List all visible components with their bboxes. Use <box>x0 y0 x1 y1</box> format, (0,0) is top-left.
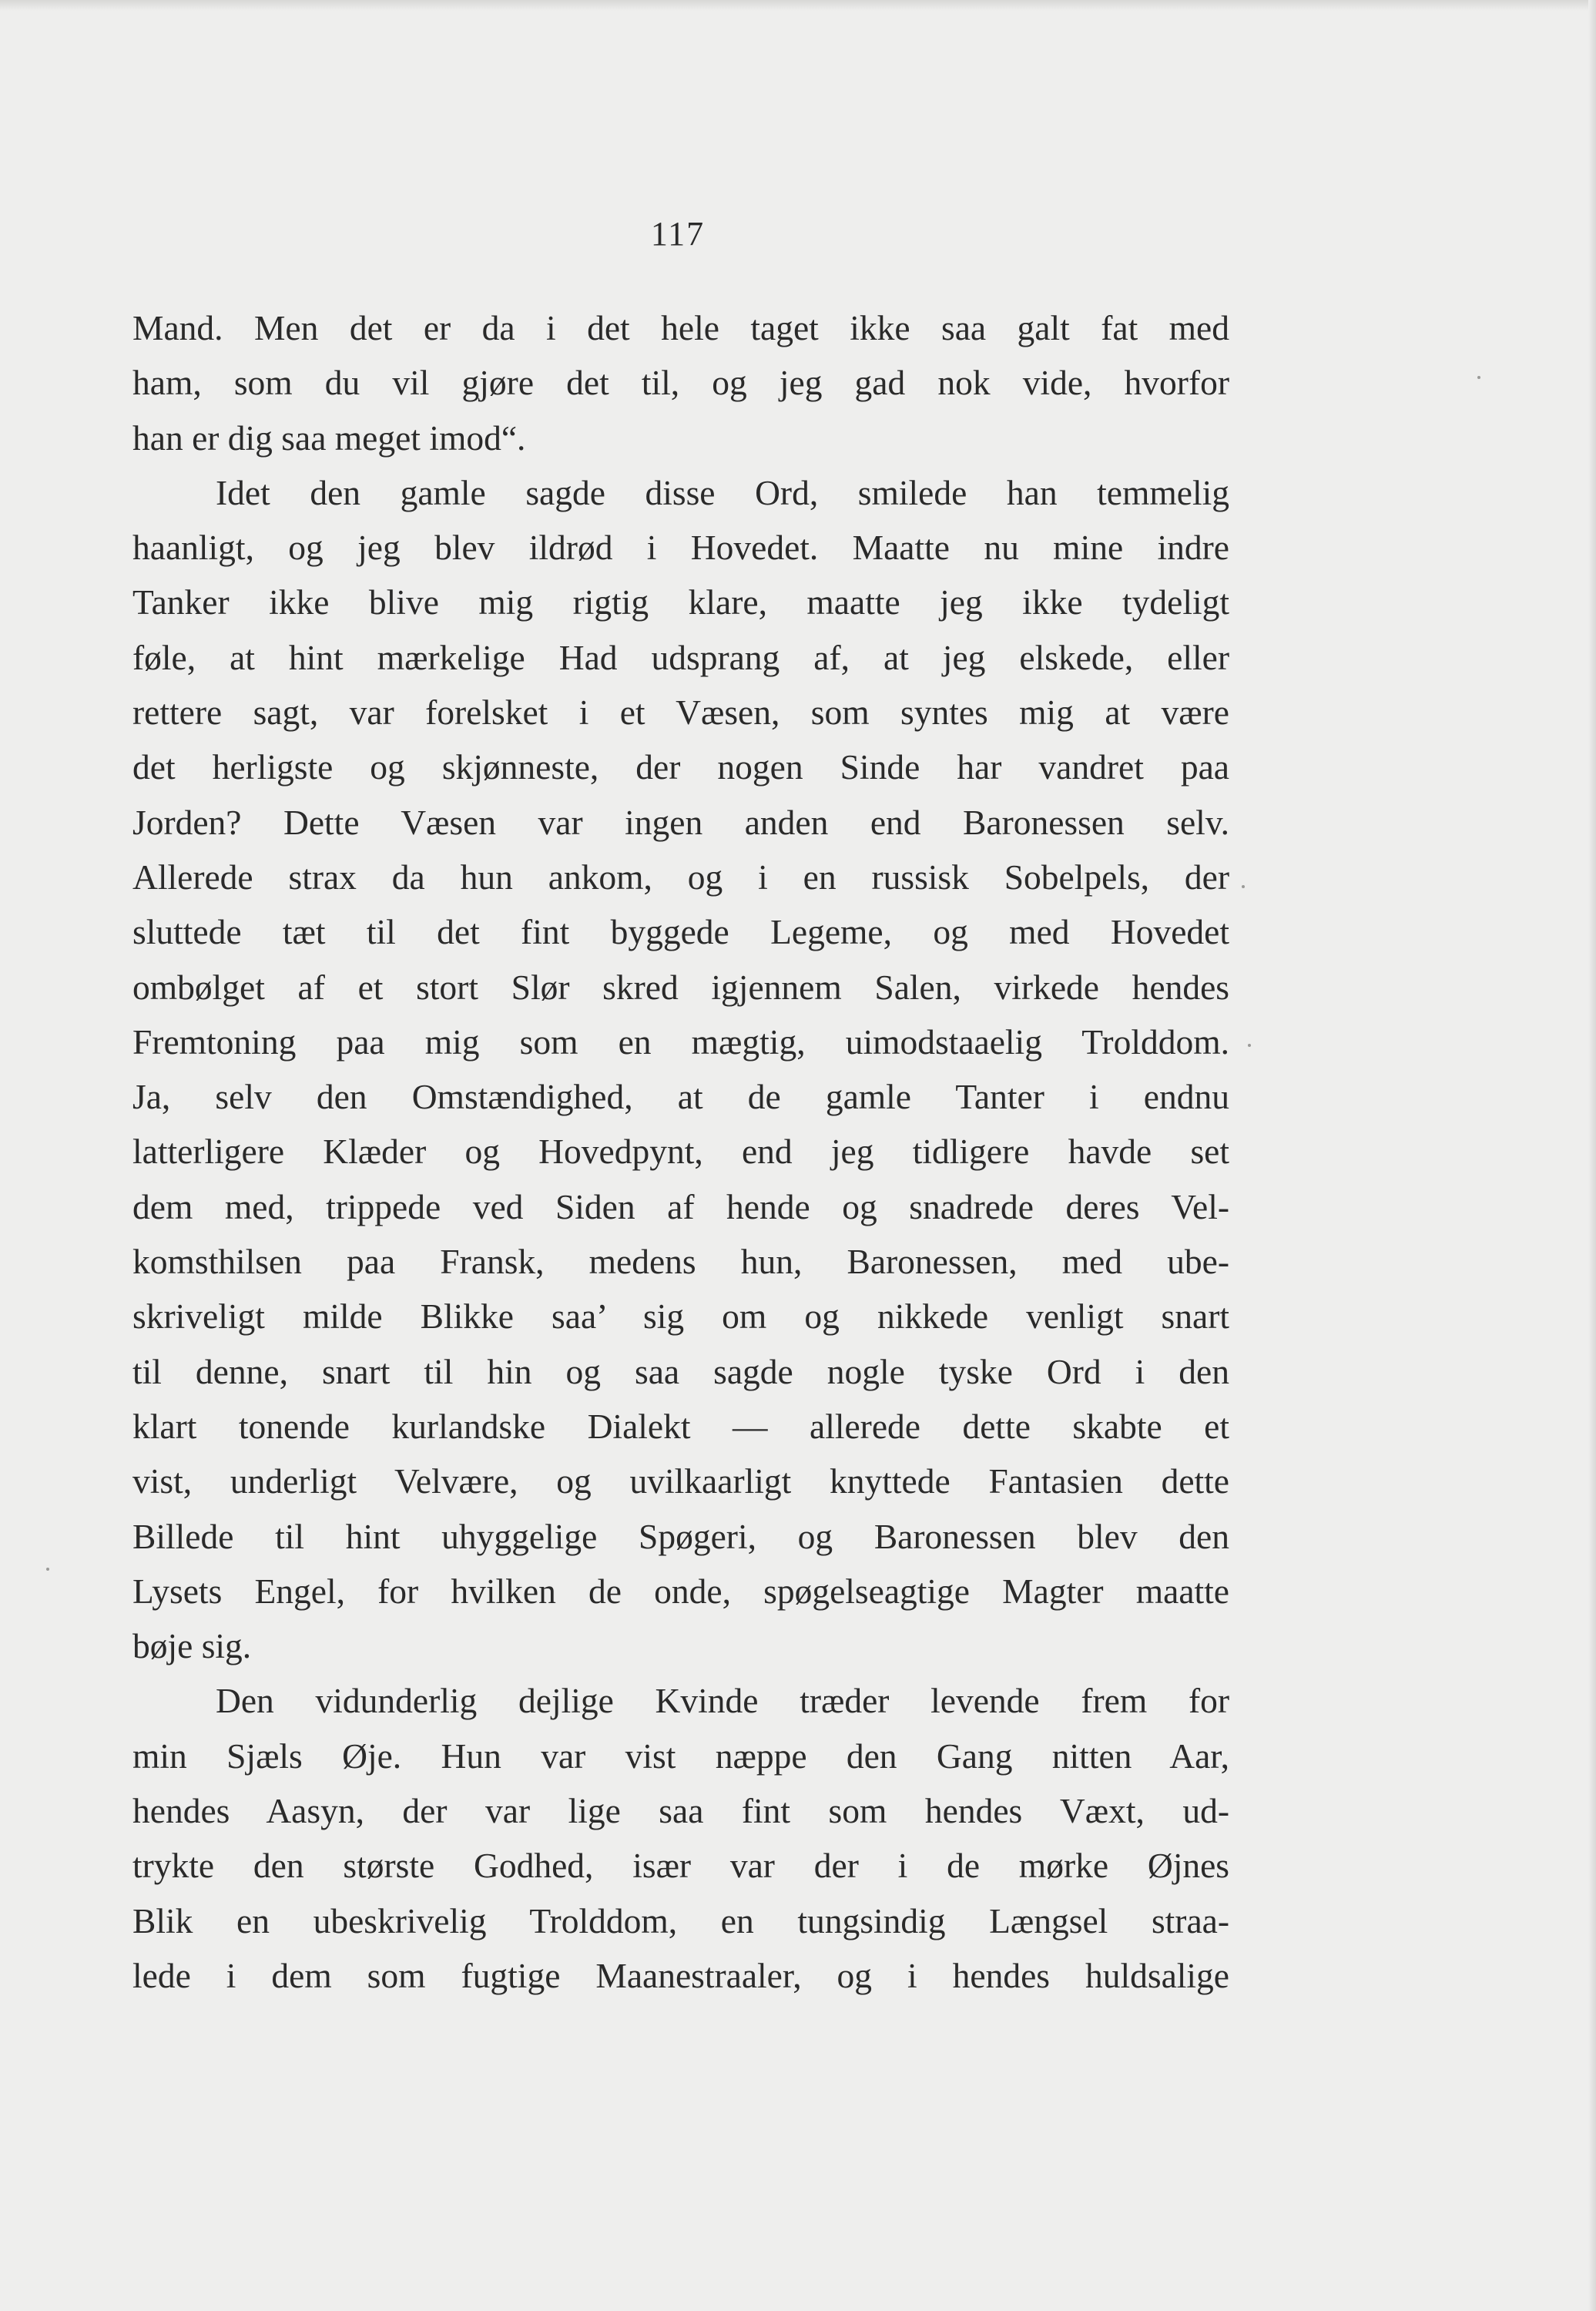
text-line: Blik en ubeskrivelig Trolddom, en tungsindig Længsel straa- <box>132 1900 1229 1940</box>
text-line: dem med, trippede ved Siden af hende og snadrede deres Vel- <box>132 1186 1229 1226</box>
body-text <box>132 300 1229 2003</box>
text-line: Tanker ikke blive mig rigtig klare, maatte jeg ikke tydeligt <box>132 582 1229 622</box>
text-line: Lysets Engel, for hvilken de onde, spøgelseagtige Magter maatte <box>132 1571 1229 1611</box>
text-line: Jorden? Dette Væsen var ingen anden end Baronessen selv. <box>132 802 1229 842</box>
text-line: Billede til hint uhyggelige Spøgeri, og Baronessen blev den <box>132 1516 1229 1556</box>
text-line: bøje sig. <box>132 1626 252 1666</box>
text-line: haanligt, og jeg blev ildrød i Hovedet. Maatte nu mine indre <box>132 528 1229 568</box>
text-line: skriveligt milde Blikke saa’ sig om og nikkede venligt snart <box>132 1296 1229 1337</box>
text-line: Mand. Men det er da i det hele taget ikke saa galt fat med <box>132 308 1229 347</box>
text-line: det herligste og skjønneste, der nogen Sinde har vandret paa <box>132 747 1229 787</box>
text-line: min Sjæls Øje. Hun var vist næppe den Gang nitten Aar, <box>132 1736 1229 1776</box>
text-line: rettere sagt, var forelsket i et Væsen, som syntes mig at være <box>132 693 1229 733</box>
text-line: komsthilsen paa Fransk, medens hun, Baronessen, med ube- <box>132 1242 1229 1282</box>
text-line: til denne, snart til hin og saa sagde nogle tyske Ord i den <box>132 1351 1229 1391</box>
text-line: Allerede strax da hun ankom, og i en russisk Sobelpels, der <box>132 857 1229 897</box>
text-line: føle, at hint mærkelige Had udsprang af, at jeg elskede, eller <box>132 637 1229 677</box>
text-line: vist, underligt Velvære, og uvilkaarligt knyttede Fantasien dette <box>132 1461 1229 1501</box>
paper-speck <box>1248 1044 1251 1047</box>
text-line: latterligere Klæder og Hovedpynt, end jeg tidligere havde set <box>132 1132 1229 1172</box>
page-edge-shadow-top <box>0 0 1596 11</box>
paper-speck <box>1477 376 1480 379</box>
text-line: Fremtoning paa mig som en mægtig, uimodstaaelig Trolddom. <box>132 1021 1229 1062</box>
text-line: Den vidunderlig dejlige Kvinde træder levende frem for <box>216 1681 1229 1721</box>
text-line: lede i dem som fugtige Maanestraaler, og i hendes huldsalige <box>132 1955 1229 1995</box>
text-line: han er dig saa meget imod“. <box>132 418 526 458</box>
text-line: sluttede tæt til det fint byggede Legeme, og med Hovedet <box>132 912 1229 952</box>
text-line: trykte den største Godhed, især var der i de mørke Øjnes <box>132 1846 1229 1886</box>
paper-speck <box>1242 885 1245 888</box>
paper-speck <box>46 1568 49 1571</box>
text-line: ham, som du vil gjøre det til, og jeg gad nok vide, hvorfor <box>132 363 1229 403</box>
text-line: Ja, selv den Omstændighed, at de gamle Tanter i endnu <box>132 1077 1229 1117</box>
text-line: klart tonende kurlandske Dialekt — allerede dette skabte et <box>132 1406 1229 1446</box>
text-line: ombølget af et stort Slør skred igjennem Salen, virkede hendes <box>132 967 1229 1007</box>
text-line: hendes Aasyn, der var lige saa fint som hendes Væxt, ud- <box>132 1791 1229 1831</box>
page-edge-shadow-right <box>1588 0 1596 2311</box>
text-line: Idet den gamle sagde disse Ord, smilede han temmelig <box>216 472 1229 512</box>
page-number: 117 <box>650 215 706 253</box>
